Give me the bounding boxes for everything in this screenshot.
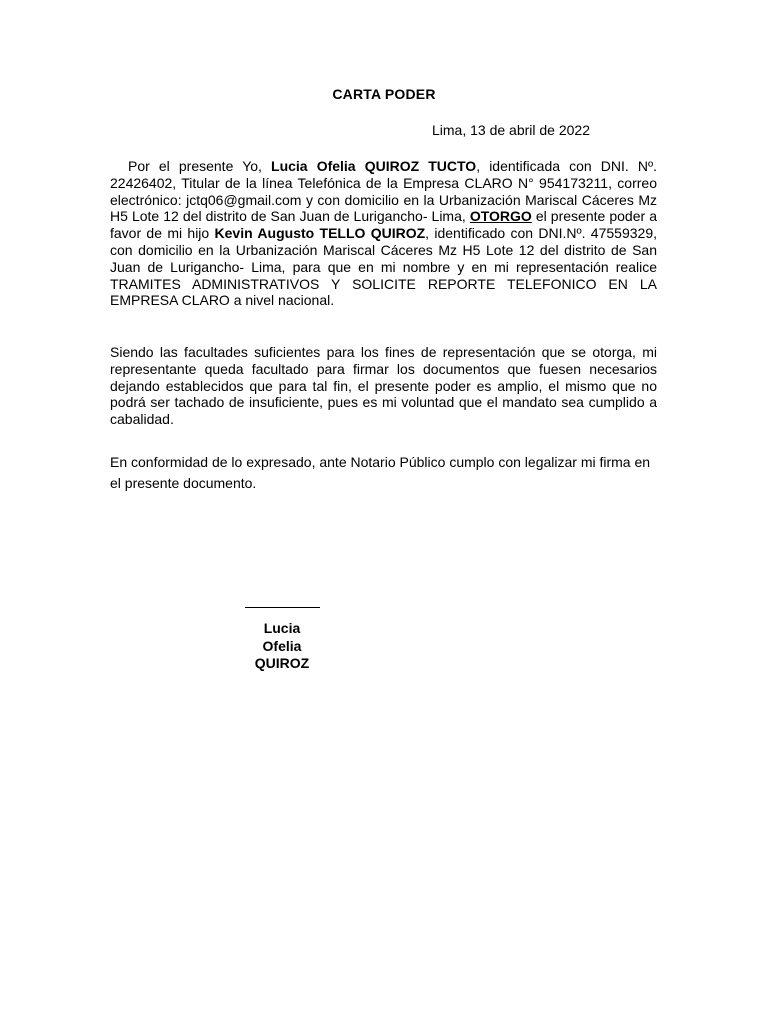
signature-name-line-2: Ofelia: [262, 637, 302, 654]
signature-line: [245, 607, 320, 608]
otorgo-keyword: OTORGO: [469, 208, 532, 225]
date-line: Lima, 13 de abril de 2022: [432, 122, 590, 138]
p1-text-1: Por el presente Yo,: [128, 158, 272, 174]
p1-text-3: el presente poder a favor de mi hijo: [110, 208, 657, 242]
p1-text-4: , identificado con DNI.Nº. 47559329, con domicilio en la Urbanización Mariscal Cáceres Mz H5 Lote 12 del distrito de San Juan de Lurigancho- Lima, para que en mi nombre y en mi representación realice TRAMITES ADMINISTRATIVOS Y SOLICITE REPORTE TELEFONICO EN LA EMPRESA CLARO a nivel nacional.: [110, 225, 657, 309]
document-title: CARTA PODER: [332, 86, 436, 102]
paragraph-2: Siendo las facultades suficientes para los fines de representación que se otorga, mi representante queda facultado para firmar los documentos que fuesen necesarios dejando establecidos que para tal fin, el presente poder es amplio, el mismo que no podrá ser tachado de insuficiente, pues es mi voluntad que el mandato sea cumplido a cabalidad.: [110, 344, 657, 428]
signature-name-line-3: QUIROZ: [254, 655, 310, 671]
signature-name: [232, 620, 332, 672]
grantor-name: Lucia Ofelia QUIROZ TUCTO: [271, 158, 477, 174]
paragraph-3: En conformidad de lo expresado, ante Notario Público cumplo con legalizar mi firma en el presente documento.: [110, 454, 651, 491]
representative-name: Kevin Augusto TELLO QUIROZ: [214, 225, 426, 242]
p1-text-2: , identificada con DNI. Nº. 22426402, Titular de la línea Telefónica de la Empresa CLARO N° 954173211, correo electrónico: jctq06@gmail.com y con domicilio en la Urbanización Mariscal Cáceres Mz H5 Lote 12 del distrito de San Juan de Lurigancho- Lima,: [110, 158, 657, 225]
signature-name-line-1: Lucia: [263, 620, 301, 636]
paragraph-1: [110, 158, 657, 309]
